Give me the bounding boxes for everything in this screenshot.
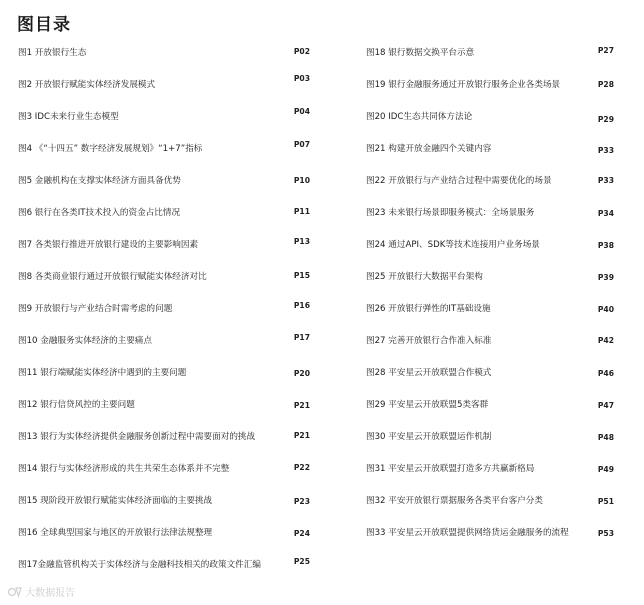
- toc-page: P07: [293, 140, 310, 149]
- toc-page: P25: [293, 557, 310, 566]
- toc-label: 图32 平安开放银行票据服务各类平台客户分类: [366, 496, 543, 506]
- toc-entry[interactable]: [18, 462, 310, 480]
- toc-label: 图14 银行与实体经济形成的共生共荣生态体系并不完整: [18, 464, 230, 474]
- toc-page: P33: [597, 176, 614, 185]
- toc-entry[interactable]: [366, 110, 614, 128]
- toc-page: P53: [597, 529, 614, 538]
- page-title: 图目录: [17, 15, 71, 35]
- toc-label: 图17金融监管机构关于实体经济与金融科技相关的政策文件汇编: [18, 560, 261, 570]
- toc-entry[interactable]: [18, 558, 310, 576]
- toc-page: P48: [597, 433, 614, 442]
- toc-page: P10: [293, 176, 310, 185]
- toc-entry[interactable]: [366, 302, 614, 320]
- toc-label: 图16 全球典型国家与地区的开放银行法律法规整理: [18, 528, 213, 538]
- toc-page: P21: [293, 401, 310, 410]
- toc-entry[interactable]: [366, 142, 614, 160]
- toc-label: 图2 开放银行赋能实体经济发展模式: [18, 80, 156, 90]
- toc-entry[interactable]: [366, 462, 614, 480]
- toc-page: P40: [597, 305, 614, 314]
- toc-label: 图19 银行金融服务通过开放银行服务企业各类场景: [366, 80, 561, 90]
- toc-entry[interactable]: [18, 398, 310, 416]
- toc-page: P02: [293, 47, 310, 56]
- toc-entry[interactable]: [366, 526, 614, 544]
- toc-entry[interactable]: [366, 206, 614, 224]
- toc-label: 图5 金融机构在支撑实体经济方面具备优势: [18, 176, 181, 186]
- toc-label: 图8 各类商业银行通过开放银行赋能实体经济对比: [18, 272, 207, 282]
- toc-page: P34: [597, 209, 614, 218]
- toc-label: 图28 平安星云开放联盟合作模式: [366, 368, 492, 378]
- toc-label: 图10 金融服务实体经济的主要痛点: [18, 336, 152, 346]
- toc-page: P13: [293, 237, 310, 246]
- toc-page: P15: [293, 271, 310, 280]
- toc-page: P33: [597, 146, 614, 155]
- toc-entry[interactable]: [366, 238, 614, 256]
- toc-entry[interactable]: [18, 107, 310, 128]
- toc-page: P39: [597, 273, 614, 282]
- toc-label: 图15 现阶段开放银行赋能实体经济面临的主要挑战: [18, 496, 213, 506]
- toc-entry[interactable]: [366, 270, 614, 288]
- toc-page: P03: [293, 74, 310, 83]
- watermark: [8, 584, 75, 601]
- toc-entry[interactable]: [18, 302, 310, 320]
- toc-entry[interactable]: [366, 78, 614, 96]
- toc-label: 图20 IDC生态共同体方法论: [366, 112, 473, 122]
- toc-label: 图21 构建开放金融四个关键内容: [366, 144, 492, 154]
- toc-entry[interactable]: [366, 174, 614, 192]
- toc-page: P28: [597, 80, 614, 89]
- toc-entry[interactable]: [366, 366, 614, 384]
- toc-page: P47: [597, 401, 614, 410]
- toc-entry[interactable]: [366, 430, 614, 448]
- watermark-text: 大数据报告: [25, 588, 76, 599]
- toc-label: 图26 开放银行弹性的IT基础设施: [366, 304, 491, 314]
- toc-label: 图29 平安星云开放联盟5类客群: [366, 400, 489, 410]
- toc-page: P51: [597, 497, 614, 506]
- toc-entry[interactable]: [18, 206, 310, 224]
- toc-page: P20: [293, 369, 310, 378]
- watermark-logo-icon: [8, 586, 22, 601]
- toc-entry[interactable]: [366, 46, 614, 64]
- toc-page: P38: [597, 241, 614, 250]
- toc-label: 图25 开放银行大数据平台架构: [366, 272, 483, 282]
- toc-page: P29: [597, 115, 614, 124]
- toc-page: P11: [293, 207, 310, 216]
- toc-label: 图27 完善开放银行合作准入标准: [366, 336, 492, 346]
- toc-label: 图23 未来银行场景即服务模式：全场景服务: [366, 208, 535, 218]
- toc-page: P42: [597, 336, 614, 345]
- toc-page: P04: [293, 107, 310, 116]
- toc-entry[interactable]: [18, 238, 310, 256]
- toc-entry[interactable]: [18, 430, 310, 448]
- toc-entry[interactable]: [18, 526, 310, 544]
- toc-page: P24: [293, 529, 310, 538]
- toc-label: 图30 平安星云开放联盟运作机制: [366, 432, 492, 442]
- toc-page: P23: [293, 497, 310, 506]
- toc-label: 图24 通过API、SDK等技术连接用户业务场景: [366, 240, 540, 250]
- toc-label: 图31 平安星云开放联盟打造多方共赢新格局: [366, 464, 535, 474]
- toc-page: P16: [293, 301, 310, 310]
- toc-label: 图3 IDC未来行业生态模型: [18, 112, 119, 122]
- toc-page: P22: [293, 463, 310, 472]
- toc-label: 图1 开放银行生态: [18, 48, 87, 58]
- toc-entry[interactable]: [18, 174, 310, 192]
- toc-label: 图12 银行信贷风控的主要问题: [18, 400, 135, 410]
- toc-label: 图9 开放银行与产业结合时需考虑的问题: [18, 304, 173, 314]
- toc-entry[interactable]: [18, 46, 310, 64]
- toc-label: 图33 平安星云开放联盟提供网络货运金融服务的流程: [366, 528, 569, 538]
- toc-entry[interactable]: [18, 334, 310, 352]
- toc-entry[interactable]: [366, 334, 614, 352]
- toc-entry[interactable]: [18, 74, 310, 96]
- toc-label: 图22 开放银行与产业结合过程中需要优化的场景: [366, 176, 552, 186]
- toc-page: P46: [597, 369, 614, 378]
- toc-label: 图7 各类银行推进开放银行建设的主要影响因素: [18, 240, 199, 250]
- toc-entry[interactable]: [18, 270, 310, 288]
- toc-entry[interactable]: [18, 142, 310, 160]
- toc-page: P49: [597, 465, 614, 474]
- toc-page: P21: [293, 431, 310, 440]
- toc-page: P27: [597, 46, 614, 55]
- toc-entry[interactable]: [18, 366, 310, 384]
- toc-label: 图11 银行端赋能实体经济中遇到的主要问题: [18, 368, 187, 378]
- toc-label: 图18 银行数据交换平台示意: [366, 48, 475, 58]
- toc-entry[interactable]: [18, 494, 310, 512]
- toc-label: 图4 《“十四五” 数字经济发展规划》“1+7”指标: [18, 144, 203, 154]
- toc-entry[interactable]: [366, 494, 614, 512]
- toc-page: P17: [293, 333, 310, 342]
- toc-label: 图13 银行为实体经济提供金融服务创新过程中需要面对的挑战: [18, 432, 256, 442]
- toc-entry[interactable]: [366, 398, 614, 416]
- toc-label: 图6 银行在各类IT技术投入的资金占比情况: [18, 208, 181, 218]
